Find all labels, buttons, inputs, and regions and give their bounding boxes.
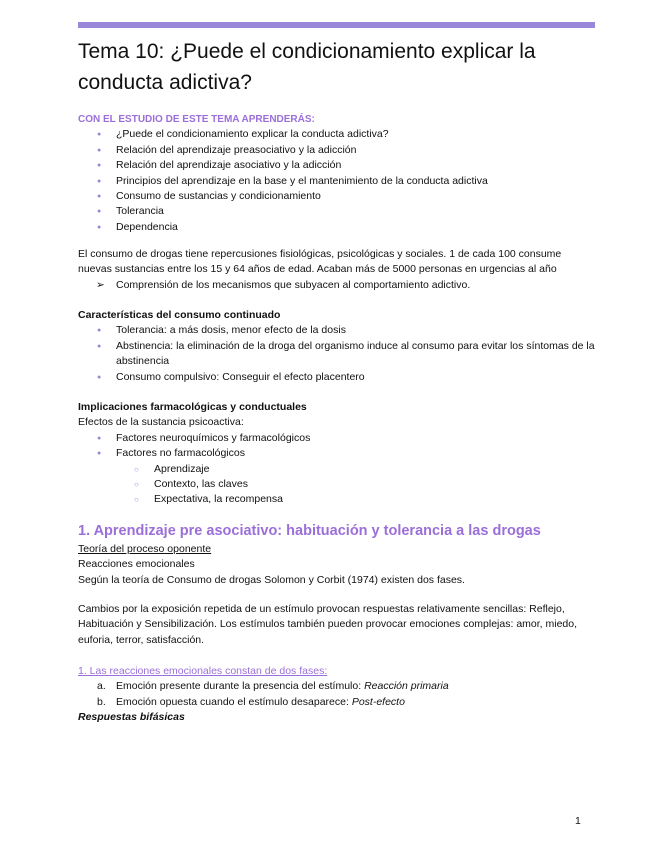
phase-a-emphasis: Reacción primaria xyxy=(364,680,449,693)
list-item xyxy=(78,679,598,694)
arrow-list-item xyxy=(78,278,608,293)
section-1-heading: 1. Aprendizaje pre asociativo: habituación y tolerancia a las drogas xyxy=(78,523,541,539)
implications-section xyxy=(78,400,598,508)
characteristics-heading: Características del consumo continuado xyxy=(78,309,281,321)
intro-paragraph xyxy=(78,247,608,293)
intro-line-2: nuevas sustancias entre los 15 y 64 años de edad. Acaban más de 5000 personas en urgencias al año xyxy=(78,263,557,276)
list-marker: a. xyxy=(97,680,106,693)
phase-a-text: Emoción presente durante la presencia del estímulo: xyxy=(116,680,365,693)
implications-heading: Implicaciones farmacológicas y conductuales xyxy=(78,401,307,413)
list-item: ● Principios del aprendizaje en la base y el mantenimiento de la conducta adictiva xyxy=(78,174,598,189)
list-item: ● Tolerancia xyxy=(78,204,598,219)
list-item: ● Relación del aprendizaje asociativo y la adicción xyxy=(78,158,598,173)
phase-b-text: Emoción opuesta cuando el estímulo desaparece: xyxy=(116,695,352,708)
list-item: ● Consumo de sustancias y condicionamiento xyxy=(78,189,598,204)
sub-list-item: ○ Aprendizaje xyxy=(78,462,598,477)
phases-section xyxy=(78,664,598,726)
solomon-line: Según la teoría de Consumo de drogas Solomon y Corbit (1974) existen dos fases. xyxy=(78,573,465,586)
characteristics-list xyxy=(78,323,598,385)
list-item xyxy=(78,695,598,710)
reactions-line: Reacciones emocionales xyxy=(78,558,195,571)
list-marker: b. xyxy=(97,695,106,708)
implications-subheading: Efectos de la sustancia psicoactiva: xyxy=(78,416,244,429)
learning-objectives xyxy=(78,112,598,235)
sub-list-item: ○ Contexto, las claves xyxy=(78,477,598,492)
list-item: ● Factores no farmacológicos xyxy=(78,446,598,461)
list-item: ● Factores neuroquímicos y farmacológicos xyxy=(78,431,598,446)
list-item: ● Dependencia xyxy=(78,220,598,235)
characteristics-section xyxy=(78,308,598,385)
implications-list xyxy=(78,431,598,462)
page-number: 1 xyxy=(575,815,581,827)
section-1-body xyxy=(78,542,598,588)
theory-title: Teoría del proceso oponente xyxy=(78,543,212,555)
intro-line-1: El consumo de drogas tiene repercusiones fisiológicas, psicológicas y sociales. 1 de cada 100 consume xyxy=(78,248,562,260)
biphasic-label: Respuestas bifásicas xyxy=(78,711,185,724)
list-item: ● ¿Puede el condicionamiento explicar la conducta adictiva? xyxy=(78,127,598,142)
learning-list xyxy=(78,127,598,235)
list-item: ● Consumo compulsivo: Conseguir el efecto placentero xyxy=(78,370,598,385)
learning-heading: CON EL ESTUDIO DE ESTE TEMA APRENDERÁS: xyxy=(78,114,315,125)
phase-b-emphasis: Post-efecto xyxy=(351,695,405,708)
page-title: Tema 10: ¿Puede el condicionamiento explicar la conducta adictiva? xyxy=(78,40,536,94)
list-item: ● Abstinencia: la eliminación de la droga del organismo induce al consumo para evitar los síntomas de la abstinencia xyxy=(78,339,598,370)
list-item: ● Tolerancia: a más dosis, menor efecto de la dosis xyxy=(78,323,598,338)
arrow-bullet-icon: ➢ xyxy=(96,278,105,291)
sub-list-item: ○ Expectativa, la recompensa xyxy=(78,492,598,507)
phases-list xyxy=(78,679,598,710)
phases-link[interactable]: 1. Las reacciones emocionales constan de dos fases: xyxy=(78,665,328,677)
implications-sublist xyxy=(78,462,598,508)
changes-paragraph: Cambios por la exposición repetida de un estímulo provocan respuestas relativamente sencillas: Reflejo, Habituación y Sensibilización. Los estímulos también pueden provocar emociones complejas: amor, miedo, euforia, terror, satisfacción. xyxy=(78,603,578,646)
arrow-item-text: Comprensión de los mecanismos que subyacen al comportamiento adictivo. xyxy=(116,278,471,291)
header-rule xyxy=(78,22,595,28)
list-item: ● Relación del aprendizaje preasociativo y la adicción xyxy=(78,143,598,158)
